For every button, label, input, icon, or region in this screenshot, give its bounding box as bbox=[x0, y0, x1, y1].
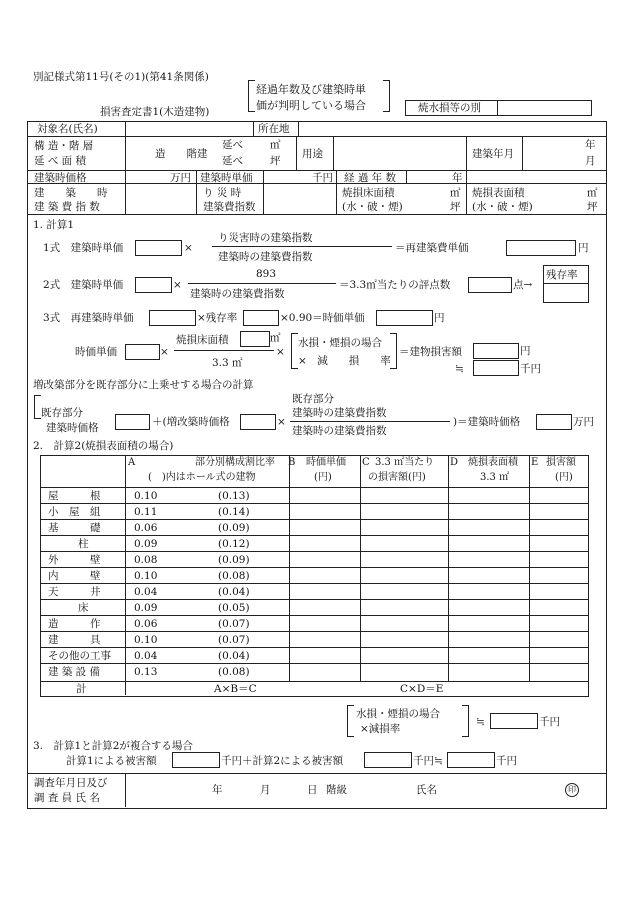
extension-frac-top: 既存部分 bbox=[292, 393, 334, 405]
build-unit-price-label: 建築時単価 bbox=[200, 172, 253, 184]
heading-note-1: 経過年数及び建築時単 bbox=[256, 83, 366, 96]
formula4-approx: ≒ bbox=[455, 363, 464, 375]
table-row-name: 小 屋 組 bbox=[48, 506, 101, 518]
formula4-input-3[interactable] bbox=[473, 343, 519, 359]
table-row-ratio: 0.10 bbox=[134, 490, 158, 502]
calc3-input-2[interactable] bbox=[364, 752, 412, 768]
formula4-times-2: × bbox=[276, 346, 285, 358]
col-d-header-1: 焼損表面積 bbox=[468, 457, 518, 468]
table-row-ratio: 0.09 bbox=[134, 602, 158, 614]
table-row-hall-ratio: (0.07) bbox=[218, 634, 250, 646]
formula4-numerator: 焼損床面積 bbox=[176, 334, 229, 346]
extension-times: × bbox=[277, 416, 286, 428]
formula2-input-2[interactable] bbox=[468, 277, 512, 293]
col-c-letter: C bbox=[362, 457, 370, 468]
total-area-label-1: 延べ bbox=[222, 139, 243, 151]
table-row-ratio: 0.06 bbox=[134, 618, 158, 630]
calc3-input-1[interactable] bbox=[172, 752, 220, 768]
table-row-name: 柱 bbox=[78, 538, 89, 550]
formula2-numerator: 893 bbox=[256, 268, 277, 280]
formula3-mid-label-2: ×0.90＝時価単価 bbox=[280, 312, 365, 324]
elapsed-year-unit: 年 bbox=[452, 172, 463, 184]
extension-existing-2: 建築時価格 bbox=[46, 422, 99, 434]
build-price-label: 建築時価格 bbox=[34, 172, 87, 184]
footer-label-1: 調査年月日及び bbox=[34, 777, 108, 789]
formula1-input-1[interactable] bbox=[135, 240, 182, 256]
structure-label-2: 延 べ 面 積 bbox=[34, 155, 87, 167]
total-formula-cxd: C×D＝E bbox=[400, 683, 444, 695]
formula3-label: 3式 再建築時単価 bbox=[43, 312, 134, 324]
heading-note-2: 価が判明している場合 bbox=[256, 99, 366, 112]
location-label: 所在地 bbox=[258, 123, 290, 135]
table-row-name: 屋 根 bbox=[48, 490, 101, 502]
extension-result: )＝建築時価格 bbox=[453, 416, 521, 428]
col-c-header-1: 3.3 ㎡当たり bbox=[375, 457, 435, 468]
table-row-ratio: 0.04 bbox=[134, 586, 158, 598]
surface-unit-m2: ㎡ bbox=[587, 187, 598, 199]
burnt-surface-label-2: (水・破・煙) bbox=[472, 201, 533, 213]
col-d-letter: D bbox=[450, 457, 459, 468]
formula3-unit: 円 bbox=[434, 312, 445, 324]
col-e-header-2: (円) bbox=[555, 472, 573, 483]
page-title: 損害査定書1(木造建物) bbox=[100, 106, 210, 118]
extension-input-2[interactable] bbox=[240, 414, 276, 430]
floor-unit-m2: ㎡ bbox=[450, 187, 461, 199]
extension-input-1[interactable] bbox=[115, 414, 150, 430]
col-d-header-2: 3.3 ㎡ bbox=[480, 472, 510, 483]
calc3-heading: 3. 計算1と計算2が複合する場合 bbox=[33, 740, 193, 752]
table-row-hall-ratio: (0.14) bbox=[218, 506, 250, 518]
total-formula-axb: A×B＝C bbox=[214, 683, 257, 695]
table-row-name: 建 築 設 備 bbox=[48, 666, 101, 678]
table-row-name: 造 作 bbox=[48, 618, 101, 630]
footer-name: 氏名 bbox=[416, 784, 437, 796]
total-label: 計 bbox=[76, 683, 87, 695]
table-row-name: 外 壁 bbox=[48, 554, 101, 566]
col-e-letter: E bbox=[531, 457, 539, 468]
formula4-input-4[interactable] bbox=[473, 360, 519, 376]
footer-month: 月 bbox=[260, 784, 271, 796]
seal-icon: 印 bbox=[565, 783, 579, 797]
formula3-input-2[interactable] bbox=[243, 310, 279, 326]
col-a-header-2: ( )内はホール式の建物 bbox=[148, 472, 256, 483]
table-row-hall-ratio: (0.08) bbox=[218, 666, 250, 678]
table-row-ratio: 0.09 bbox=[134, 538, 158, 550]
footer-label-2: 調 査 員 氏 名 bbox=[34, 792, 100, 804]
calc1-heading: 1. 計算1 bbox=[33, 219, 75, 231]
formula3-mid-label: ×残存率 bbox=[197, 312, 238, 324]
formula4-result-label: ＝建物損害額 bbox=[399, 346, 462, 358]
table-row-hall-ratio: (0.04) bbox=[218, 650, 250, 662]
formula2-times: × bbox=[173, 279, 182, 291]
table-row-name: 内 壁 bbox=[48, 570, 101, 582]
col-a-letter: A bbox=[128, 457, 136, 468]
table-row-hall-ratio: (0.08) bbox=[218, 570, 250, 582]
extension-plus: ＋(増改築時価格 bbox=[152, 416, 230, 428]
formula1-numerator: り災害時の建築指数 bbox=[218, 232, 313, 244]
col-b-header-2: (円) bbox=[314, 472, 332, 483]
col-a-header-1: 部分別構成割比率 bbox=[195, 457, 275, 468]
formula3-input-3[interactable] bbox=[376, 310, 433, 326]
table-row-ratio: 0.10 bbox=[134, 634, 158, 646]
floor-unit-tsubo: 坪 bbox=[450, 201, 461, 213]
table-row-ratio: 0.04 bbox=[134, 650, 158, 662]
burnt-floor-label-1: 焼損床面積 bbox=[342, 187, 395, 199]
formula2-input-1[interactable] bbox=[135, 277, 172, 293]
formula3-input-1[interactable] bbox=[149, 310, 196, 326]
calc2-result-input[interactable] bbox=[490, 713, 538, 729]
extension-input-3[interactable] bbox=[536, 414, 572, 430]
table-row-hall-ratio: (0.07) bbox=[218, 618, 250, 630]
table-row-hall-ratio: (0.13) bbox=[218, 490, 250, 502]
elapsed-years-label: 経 過 年 数 bbox=[344, 172, 397, 184]
footer-day: 日 bbox=[307, 784, 318, 796]
formula4-num-unit: ㎡ bbox=[270, 332, 281, 344]
footer-year: 年 bbox=[212, 784, 223, 796]
calc2-approx: ≒ bbox=[476, 716, 485, 728]
area-unit-tsubo: 坪 bbox=[270, 155, 281, 167]
formula1-times: × bbox=[184, 242, 193, 254]
calc3-line-b: 千円＋計算2による被害額 bbox=[221, 755, 344, 767]
table-row-name: 床 bbox=[78, 602, 89, 614]
unit-1k-yen: 千円 bbox=[312, 172, 333, 184]
owner-name-label: 対象名(氏名) bbox=[37, 123, 98, 135]
calc3-input-3[interactable] bbox=[447, 752, 495, 768]
extension-heading: 増改築部分を既存部分に上乗せする場合の計算 bbox=[33, 379, 254, 391]
table-row-ratio: 0.13 bbox=[134, 666, 158, 678]
calc2-unit: 千円 bbox=[539, 716, 560, 728]
structure-label-1: 構 造・階 層 bbox=[34, 140, 94, 152]
residual-label: 残存率 bbox=[546, 269, 578, 281]
calc3-line-d: 千円 bbox=[496, 755, 517, 767]
formula4-input-1[interactable] bbox=[125, 344, 160, 360]
calc2-table bbox=[40, 455, 589, 697]
note-bracket-right bbox=[383, 80, 390, 112]
table-row-hall-ratio: (0.05) bbox=[218, 602, 250, 614]
table-row-ratio: 0.08 bbox=[134, 554, 158, 566]
col-b-letter: B bbox=[288, 457, 296, 468]
month-unit: 月 bbox=[585, 155, 596, 167]
unit-10k-yen: 万円 bbox=[170, 172, 191, 184]
table-row-name: 建 具 bbox=[48, 634, 101, 646]
structure-storey: 造 階建 bbox=[155, 148, 208, 160]
calc2-bracket-2: ×減損率 bbox=[360, 723, 401, 735]
area-unit-m2: ㎡ bbox=[270, 139, 281, 151]
formula2-unit: 点→ bbox=[513, 279, 533, 291]
build-index-label-1: 建 築 時 bbox=[34, 187, 108, 199]
formula1-denominator: 建築時の建築費指数 bbox=[218, 251, 313, 263]
table-row-name: 天 井 bbox=[48, 586, 101, 598]
formula2-denominator: 建築時の建築費指数 bbox=[190, 288, 285, 300]
note-bracket-left bbox=[248, 80, 255, 112]
year-unit: 年 bbox=[585, 139, 596, 151]
table-row-hall-ratio: (0.04) bbox=[218, 586, 250, 598]
table-row-name: 基 礎 bbox=[48, 522, 101, 534]
col-e-header-1: 損害額 bbox=[546, 457, 576, 468]
col-c-header-2: の損害額(円) bbox=[368, 472, 426, 483]
formula4-unit-thousand: 千円 bbox=[520, 363, 541, 375]
formula1-result-label: ＝再建築費単価 bbox=[395, 242, 469, 254]
use-label: 用途 bbox=[302, 148, 323, 160]
calc2-bracket-1: 水損・煙損の場合 bbox=[356, 708, 440, 720]
formula4-input-2[interactable] bbox=[240, 331, 270, 347]
formula2-result-label: ＝3.3㎡当たりの評点数 bbox=[339, 279, 451, 291]
extension-numerator: 建築時の建築費指数 bbox=[292, 407, 387, 419]
formula1-label: 1式 建築時単価 bbox=[43, 242, 124, 254]
formula4-unit-yen: 円 bbox=[520, 345, 531, 357]
formula4-times-1: × bbox=[160, 346, 169, 358]
formula4-label: 時価単価 bbox=[75, 346, 117, 358]
damage-type-label: 焼水損等の別 bbox=[418, 102, 481, 114]
burnt-floor-label-2: (水・破・煙) bbox=[342, 201, 403, 213]
total-area-label-2: 延べ bbox=[222, 155, 243, 167]
table-row-hall-ratio: (0.12) bbox=[218, 538, 250, 550]
col-b-header-1: 時価単価 bbox=[306, 457, 346, 468]
formula4-bracket-1: 水損・煙損の場合 bbox=[298, 337, 382, 349]
build-year-label: 建築年月 bbox=[472, 148, 514, 160]
build-index-label-2: 建 築 費 指 数 bbox=[34, 201, 100, 213]
calc2-heading: 2. 計算2(焼損表面積の場合) bbox=[33, 440, 174, 452]
disaster-index-label-1: り 災 時 bbox=[203, 187, 242, 199]
table-row-ratio: 0.06 bbox=[134, 522, 158, 534]
footer-rank: 階級 bbox=[326, 784, 347, 796]
formula1-unit: 円 bbox=[578, 242, 589, 254]
table-row-ratio: 0.11 bbox=[134, 506, 158, 518]
extension-existing-1: 既存部分 bbox=[41, 407, 83, 419]
formula2-label: 2式 建築時単価 bbox=[43, 279, 124, 291]
table-row-name: その他の工事 bbox=[48, 650, 111, 662]
surface-unit-tsubo: 坪 bbox=[587, 201, 598, 213]
disaster-index-label-2: 建築費指数 bbox=[203, 201, 256, 213]
formula4-bracket-2: × 減 損 率 bbox=[298, 355, 391, 367]
formula4-denominator: 3.3 ㎡ bbox=[212, 357, 243, 369]
formula1-input-2[interactable] bbox=[506, 240, 576, 256]
table-row-ratio: 0.10 bbox=[134, 570, 158, 582]
form-id: 別記様式第11号(その1)(第41条関係) bbox=[33, 71, 209, 83]
table-row-hall-ratio: (0.09) bbox=[218, 554, 250, 566]
calc3-line-c: 千円≒ bbox=[413, 755, 443, 767]
burnt-surface-label-1: 焼損表面積 bbox=[472, 187, 525, 199]
table-row-hall-ratio: (0.09) bbox=[218, 522, 250, 534]
extension-denominator: 建築時の建築費指数 bbox=[292, 425, 387, 437]
calc3-line-a: 計算1による被害額 bbox=[66, 755, 157, 767]
extension-unit: 万円 bbox=[573, 416, 594, 428]
